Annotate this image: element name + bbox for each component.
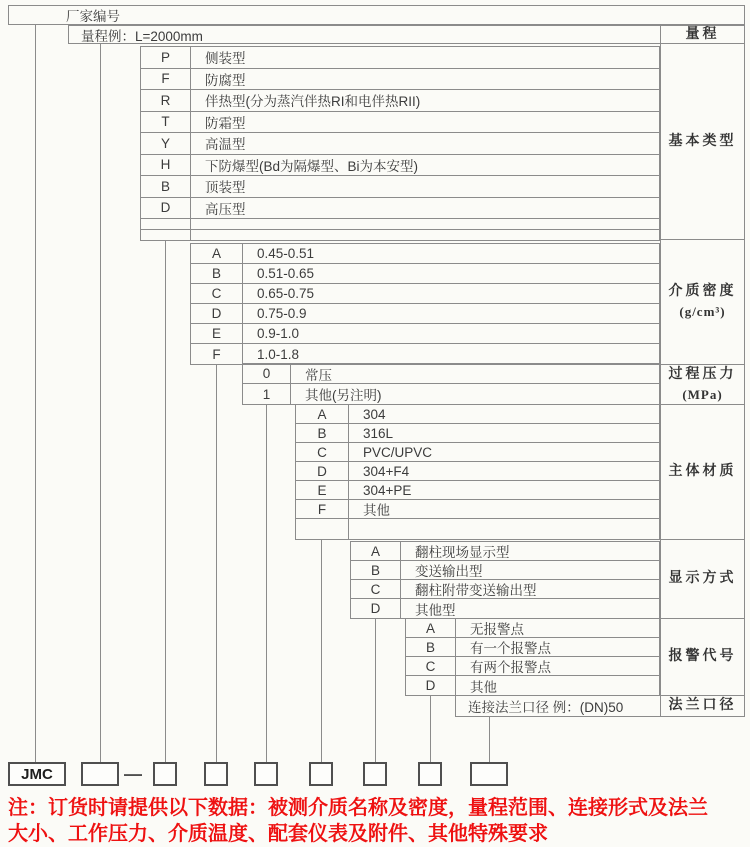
table-row [141, 47, 659, 69]
model-field-box-basic-type [153, 762, 177, 786]
desc-cell: 其他(另注明) [305, 388, 382, 403]
flange-row [455, 695, 661, 717]
desc-cell: 翻柱现场显示型 [415, 545, 510, 560]
code-cell: B [141, 176, 191, 197]
table-row [243, 384, 659, 404]
desc-cell: 0.9-1.0 [257, 326, 300, 341]
code-cell [141, 219, 191, 229]
connector-line-pressure [266, 404, 267, 762]
code-cell: P [141, 47, 191, 68]
table-row [296, 481, 659, 500]
connector-line-density [216, 364, 217, 762]
connector-line-factory [35, 25, 36, 762]
desc-cell: 高温型 [205, 137, 246, 153]
process-pressure-block [242, 363, 660, 405]
desc-cell: 常压 [305, 367, 332, 383]
model-field-box-material [309, 762, 333, 786]
code-cell: E [191, 324, 243, 343]
range-example-label: 量程例：L=2000mm [81, 28, 203, 44]
code-cell: D [406, 676, 456, 695]
table-row [351, 561, 659, 580]
range-example-row [68, 25, 661, 44]
table-row [191, 344, 659, 364]
code-cell: T [141, 112, 191, 133]
desc-cell: 侧装型 [205, 51, 246, 67]
table-row [351, 542, 659, 561]
code-cell: D [296, 462, 349, 480]
desc-cell: PVC/UPVC [363, 444, 433, 460]
display-mode-block [350, 541, 660, 619]
code-cell: C [296, 443, 349, 461]
desc-cell: 其他 [363, 503, 390, 518]
desc-cell: 0.75-0.9 [257, 306, 307, 321]
category-label-alarm-code: 报警代号 [661, 619, 744, 696]
table-row [141, 133, 659, 155]
desc-cell: 伴热型(分为蒸汽伴热RI和电伴热RII) [205, 94, 421, 110]
desc-cell: 1.0-1.8 [257, 346, 300, 362]
connector-line-flange [489, 716, 490, 762]
table-row [141, 112, 659, 134]
table-row [191, 264, 659, 284]
table-row [191, 244, 659, 264]
code-cell: D [351, 599, 401, 618]
connector-line-basic-type [165, 240, 166, 762]
category-column [660, 25, 745, 717]
code-cell: D [141, 198, 191, 219]
code-cell: F [191, 344, 243, 364]
category-label-range: 量程 [661, 26, 744, 44]
order-note-line2: 大小、工作压力、介质温度、配套仪表及附件、其他特殊要求 [8, 823, 548, 845]
model-field-box-range [81, 762, 119, 786]
table-row [296, 405, 659, 424]
desc-cell [191, 219, 659, 229]
code-cell: A [406, 619, 456, 637]
table-row [296, 462, 659, 481]
desc-cell: 0.51-0.65 [257, 266, 315, 281]
code-cell: B [191, 264, 243, 283]
medium-density-block [190, 243, 660, 365]
order-note [8, 795, 748, 847]
body-material-block [295, 404, 660, 540]
table-row-empty [141, 230, 659, 241]
table-row-empty [296, 519, 659, 539]
desc-cell: 下防爆型(Bd为隔爆型、Bi为本安型) [205, 158, 419, 174]
table-row [406, 619, 659, 638]
code-cell: D [191, 304, 243, 323]
desc-cell: 变送输出型 [415, 564, 483, 579]
desc-cell [349, 519, 659, 539]
table-row [406, 676, 659, 695]
basic-type-block [140, 46, 660, 241]
table-row [351, 599, 659, 618]
table-row [351, 580, 659, 599]
desc-cell: 高压型 [205, 201, 246, 217]
desc-cell: 有一个报警点 [470, 641, 551, 656]
category-label-flange: 法兰口径 [668, 698, 737, 713]
table-row [191, 304, 659, 324]
table-row [191, 284, 659, 304]
table-row [243, 364, 659, 384]
desc-cell: 其他型 [415, 602, 456, 618]
code-cell: F [296, 500, 349, 518]
table-row-empty [141, 219, 659, 230]
code-cell: F [141, 69, 191, 90]
desc-cell: 防霜型 [205, 115, 246, 131]
table-row [296, 500, 659, 519]
code-cell: E [296, 481, 349, 499]
table-row [296, 443, 659, 462]
category-label-medium-density: 介质密度 (g/cm³) [661, 240, 744, 365]
table-row [141, 198, 659, 220]
model-prefix-box: JMC [8, 762, 66, 786]
model-field-box-pressure [254, 762, 278, 786]
desc-cell: 304+F4 [363, 463, 410, 479]
desc-cell: 其他 [470, 679, 497, 695]
table-row [406, 657, 659, 676]
code-cell: A [191, 244, 243, 263]
table-row [141, 90, 659, 112]
order-note-line1: 注：订货时请提供以下数据：被测介质名称及密度，量程范围、连接形式及法兰 [8, 797, 708, 819]
category-label-basic-type: 基本类型 [661, 44, 744, 240]
connector-line-alarm [430, 695, 431, 762]
model-field-box-alarm [418, 762, 442, 786]
dash-separator: — [124, 763, 142, 784]
code-cell: H [141, 155, 191, 176]
factory-code-label: 厂家编号 [66, 9, 120, 24]
factory-code-row [8, 5, 745, 25]
category-label-display-mode: 显示方式 [661, 540, 744, 619]
model-field-box-flange [470, 762, 508, 786]
desc-cell [191, 230, 659, 241]
code-cell: C [351, 580, 401, 598]
code-cell [141, 230, 191, 241]
table-row [191, 324, 659, 344]
table-row [141, 155, 659, 177]
alarm-code-block [405, 618, 660, 696]
code-cell: A [296, 405, 349, 423]
code-cell: C [406, 657, 456, 675]
model-field-box-display [363, 762, 387, 786]
connector-line-material [321, 539, 322, 762]
category-label-process-pressure: 过程压力 (MPa) [661, 365, 744, 405]
desc-cell: 0.45-0.51 [257, 246, 315, 261]
connector-line-display [375, 618, 376, 762]
desc-cell: 304+PE [363, 482, 412, 498]
code-cell: 1 [243, 384, 291, 404]
code-cell: C [191, 284, 243, 303]
code-cell: B [351, 561, 401, 579]
code-cell: Y [141, 133, 191, 154]
code-cell: A [351, 542, 401, 560]
category-label-body-material: 主体材质 [661, 405, 744, 540]
code-cell [296, 519, 349, 539]
table-row [141, 176, 659, 198]
code-cell: B [406, 638, 456, 656]
connector-line-range [100, 44, 101, 762]
desc-cell: 无报警点 [470, 622, 524, 637]
model-field-box-density [204, 762, 228, 786]
table-row [406, 638, 659, 657]
desc-cell: 316L [363, 425, 394, 441]
flange-desc: 连接法兰口径 例：(DN)50 [468, 700, 624, 715]
code-cell: R [141, 90, 191, 111]
desc-cell: 304 [363, 406, 386, 422]
table-row [141, 69, 659, 91]
desc-cell: 防腐型 [205, 72, 246, 88]
table-row [296, 424, 659, 443]
desc-cell: 顶装型 [205, 180, 246, 196]
code-cell: B [296, 424, 349, 442]
code-cell: 0 [243, 364, 291, 383]
desc-cell: 有两个报警点 [470, 660, 551, 675]
desc-cell: 翻柱附带变送输出型 [415, 583, 537, 598]
desc-cell: 0.65-0.75 [257, 286, 315, 301]
